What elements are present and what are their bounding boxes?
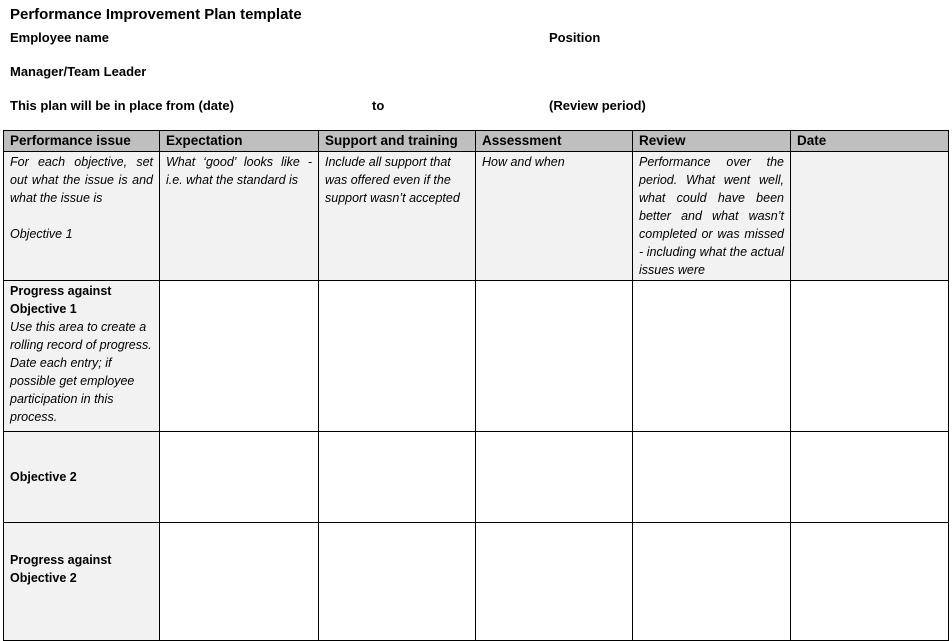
empty-cell[interactable]: [476, 432, 633, 523]
empty-cell[interactable]: [633, 432, 791, 523]
row-label: Objective 2: [10, 470, 77, 484]
guidance-text: For each objective, set out what the issue is and what the issue is: [10, 155, 153, 205]
table-row: [4, 432, 949, 523]
empty-cell[interactable]: [476, 523, 633, 641]
pip-table: [3, 130, 949, 641]
row-label-cell: [4, 281, 160, 432]
empty-cell[interactable]: [160, 432, 319, 523]
manager-label: Manager/Team Leader: [10, 64, 147, 79]
empty-cell[interactable]: [633, 281, 791, 432]
empty-cell[interactable]: [319, 523, 476, 641]
position-label: Position: [549, 30, 601, 45]
cell-assessment[interactable]: How and when: [476, 152, 633, 281]
row-note: Use this area to create a rolling record of progress. Date each entry; if possible get employee participation in this process.: [10, 320, 152, 424]
plan-from-label: This plan will be in place from (date): [10, 98, 234, 113]
header-expectation: Expectation: [160, 131, 319, 152]
cell-performance-issue[interactable]: [4, 152, 160, 281]
page-title: Performance Improvement Plan template: [10, 6, 302, 23]
header-row: [4, 131, 949, 152]
guidance-row: [4, 152, 949, 281]
table-row: [4, 281, 949, 432]
empty-cell[interactable]: [160, 281, 319, 432]
objective-1-label: Objective 1: [10, 227, 73, 241]
empty-cell[interactable]: [476, 281, 633, 432]
table-row: [4, 523, 949, 641]
empty-cell[interactable]: [319, 281, 476, 432]
header-performance-issue: Performance issue: [4, 131, 160, 152]
empty-cell[interactable]: [791, 523, 949, 641]
header-date: Date: [791, 131, 949, 152]
review-period-label: (Review period): [549, 98, 646, 113]
cell-expectation[interactable]: What ‘good’ looks like - i.e. what the standard is: [160, 152, 319, 281]
header-review: Review: [633, 131, 791, 152]
cell-date[interactable]: [791, 152, 949, 281]
row-label: Progress against Objective 2: [10, 553, 112, 585]
empty-cell[interactable]: [791, 281, 949, 432]
row-label: Progress against Objective 1: [10, 284, 112, 316]
empty-cell[interactable]: [160, 523, 319, 641]
cell-support[interactable]: Include all support that was offered even if the support wasn’t accepted: [319, 152, 476, 281]
empty-cell[interactable]: [633, 523, 791, 641]
row-label-cell: [4, 523, 160, 641]
row-label-cell: [4, 432, 160, 523]
header-support-training: Support and training: [319, 131, 476, 152]
to-label: to: [372, 98, 385, 113]
cell-review[interactable]: Performance over the period. What went well, what could have been better and what wasn’t completed or was missed - including what the actual issues were: [633, 152, 791, 281]
empty-cell[interactable]: [319, 432, 476, 523]
header-assessment: Assessment: [476, 131, 633, 152]
employee-name-label: Employee name: [10, 30, 109, 45]
empty-cell[interactable]: [791, 432, 949, 523]
